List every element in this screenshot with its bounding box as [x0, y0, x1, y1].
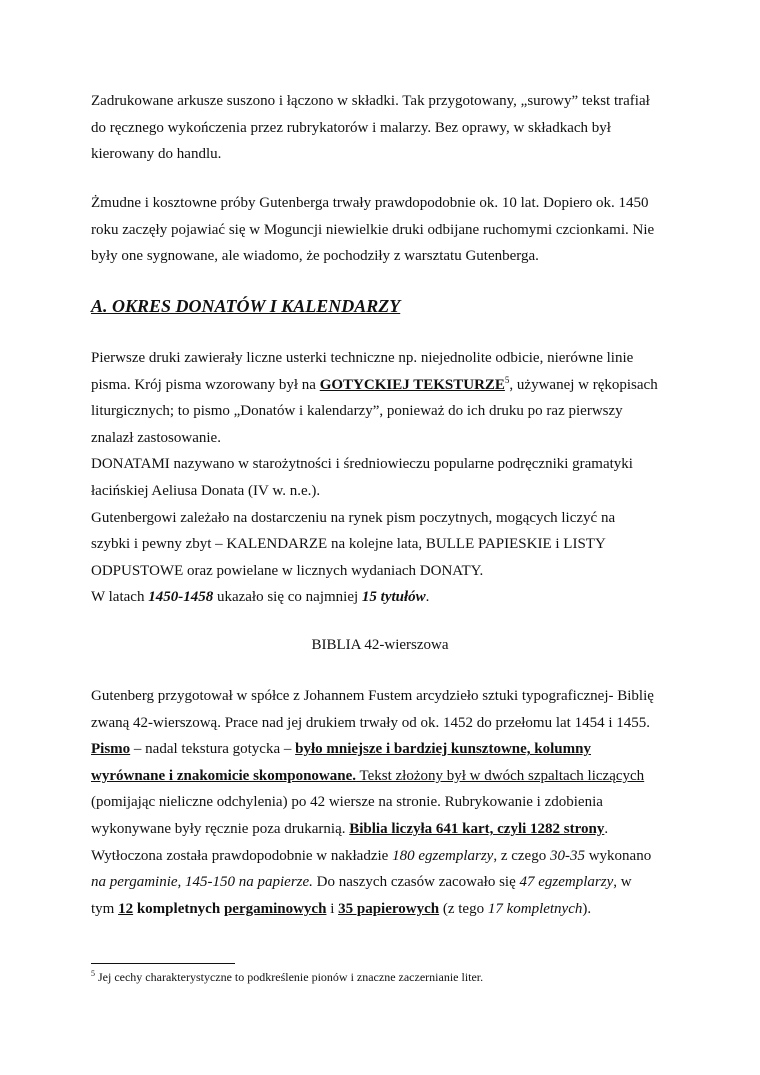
paragraph-binding [91, 88, 669, 168]
paragraph-biblia [91, 683, 669, 922]
text-line: wykonywane były ręcznie poza drukarnią. Biblia liczyła 641 kart, czyli 1282 strony. [91, 820, 609, 837]
text-line: szybki i pewny zbyt – KALENDARZE na kolejne lata, BULLE PAPIESKIE i LISTY [91, 536, 606, 553]
paragraph-gutenberg-attempts [91, 190, 669, 270]
text-line: do ręcznego wykończenia przez rubrykatorów i malarzy. Bez oprawy, w składkach był [91, 119, 611, 136]
text-line: kierowany do handlu. [91, 146, 222, 163]
section-heading: A. OKRES DONATÓW I KALENDARZY [91, 296, 401, 316]
footnote-number: 5 [91, 969, 95, 978]
text-line: Zadrukowane arkusze suszono i łączono w składki. Tak przygotowany, „surowy” tekst trafiał [91, 93, 650, 109]
text-line: Pierwsze druki zawierały liczne usterki techniczne np. niejednolite odbicie, nierówne linie [91, 350, 634, 366]
text-line: Żmudne i kosztowne próby Gutenberga trwały prawdopodobnie ok. 10 lat. Dopiero ok. 1450 [91, 195, 649, 211]
text-line: liturgicznych; to pismo „Donatów i kalendarzy”, ponieważ do ich druku po raz pierwszy [91, 403, 623, 420]
text-line: były one sygnowane, ale wiadomo, że pochodziły z warsztatu Gutenberga. [91, 248, 539, 265]
subheading-biblia: BIBLIA 42-wierszowa [311, 637, 449, 653]
text-line: DONATAMI nazywano w starożytności i średniowieczu popularne podręczniki gramatyki [91, 456, 633, 473]
text-line: na pergaminie, 145-150 na papierze. Do naszych czasów zacowało się 47 egzemplarzy, w [91, 874, 632, 891]
footnote: $^5$ Jej cechy charakterystyczne to podkreślenie pionów i znaczne zaczernianie liter. [91, 969, 484, 984]
text-line: W latach 1450-1458 ukazało się co najmniej 15 tytułów. [91, 589, 430, 606]
text-line: Wytłoczona została prawdopodobnie w nakładzie 180 egzemplarzy, z czego 30-35 wykonano [91, 847, 652, 864]
text-line: tym 12 kompletnych pergaminowych i 35 papierowych (z tego 17 kompletnych). [91, 900, 592, 917]
text-line: zwaną 42-wierszową. Prace nad jej drukiem trwały od ok. 1452 do przełomu lat 1454 i 1455. [91, 714, 651, 731]
text-line: Gutenbergowi zależało na dostarczeniu na rynek pism poczytnych, mogących liczyć na [91, 509, 616, 526]
footnote-ref[interactable]: 5 [504, 374, 510, 385]
footnote-separator [91, 963, 235, 964]
text-line: łacińskiej Aeliusa Donata (IV w. n.e.). [91, 482, 321, 499]
text-line: Pismo – nadal tekstura gotycka – było mniejsze i bardziej kunsztowne, kolumny [91, 741, 591, 758]
text-line: Gutenberg przygotował w spółce z Johannem Fustem arcydzieło sztuki typograficznej- Biblię [91, 688, 654, 704]
text-line: (pomijając nieliczne odchylenia) po 42 wiersze na stronie. Rubrykowanie i zdobienia [91, 794, 603, 811]
text-line: znalazł zastosowanie. [91, 429, 221, 446]
gothic-textura-term: GOTYCKIEJ TEKSTURZE [319, 376, 505, 393]
text-line: ODPUSTOWE oraz powielane w licznych wydaniach DONATY. [91, 562, 484, 579]
text-line: wyrównane i znakomicie skomponowane. Tekst złożony był w dwóch szpaltach liczących [91, 767, 645, 784]
paragraph-donaty [91, 345, 669, 611]
text-line: roku zaczęły pojawiać się w Moguncji niewielkie druki odbijane ruchomymi czcionkami. Nie [91, 221, 655, 238]
text-line: pisma. Krój pisma wzorowany był na GOTYCKIEJ TEKSTURZE$^5$, używanej w rękopisach [91, 374, 658, 393]
